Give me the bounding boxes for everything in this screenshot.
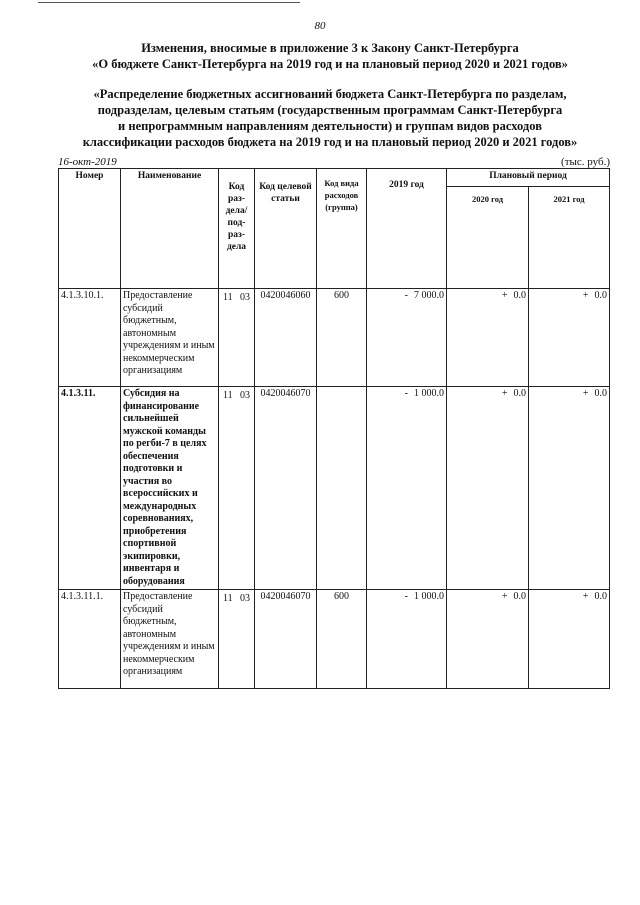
sign: -: [404, 591, 408, 602]
amount: 1 000.0: [414, 591, 444, 602]
budget-table: [58, 168, 610, 689]
amount: 7 000.0: [414, 290, 444, 301]
header-2019: 2019 год: [367, 169, 447, 289]
appendix-title: [40, 86, 620, 150]
header-target-code: Код целевой статьи: [255, 169, 317, 289]
page-number: 80: [314, 20, 326, 32]
row-target-code: 0420046070: [255, 590, 317, 689]
row-2020-value: [447, 590, 529, 689]
header-section-code: Код раз-дела/ под-раз-дела: [219, 169, 255, 289]
section-code: 11: [223, 292, 233, 303]
row-2021-value: [529, 387, 610, 590]
row-2021-value: [529, 289, 610, 387]
table-row: [59, 289, 610, 387]
title-line: классификации расходов бюджета на 2019 год и на плановый период 2020 и 2021 годов»: [82, 135, 578, 149]
table-row: [59, 590, 610, 689]
row-2019-value: [367, 590, 447, 689]
row-number: 4.1.3.11.: [59, 387, 121, 590]
sign: -: [404, 388, 408, 399]
sign: +: [501, 388, 508, 399]
row-number: 4.1.3.10.1.: [59, 289, 121, 387]
document-title: [40, 40, 620, 72]
section-code: 11: [223, 390, 233, 401]
subsection-code: 03: [240, 390, 250, 401]
row-section-code: [219, 590, 255, 689]
title-line: «О бюджете Санкт-Петербурга на 2019 год и на плановый период 2020 и 2021 годов»: [92, 57, 568, 71]
row-name: Предоставление субсидий бюджетным, автономным учреждениям и иным некоммерческим организациям: [121, 289, 219, 387]
amount: 0.0: [513, 290, 526, 301]
title-line: «Распределение бюджетных ассигнований бюджета Санкт-Петербурга по разделам,: [93, 87, 567, 101]
section-code: 11: [223, 593, 233, 604]
title-line: и непрограммным направлениям деятельности) и группам видов расходов: [118, 119, 542, 133]
row-number: 4.1.3.11.1.: [59, 590, 121, 689]
amount: 0.0: [513, 388, 526, 399]
title-line: Изменения, вносимые в приложение 3 к Закону Санкт-Петербурга: [141, 41, 519, 55]
row-expense-type: 600: [317, 590, 367, 689]
sign: +: [582, 388, 589, 399]
row-2021-value: [529, 590, 610, 689]
row-2020-value: [447, 387, 529, 590]
row-name: Субсидия на финансирование сильнейшей мужской команды по регби-7 в целях обеспечения подготовки и участия во всероссийских и международных соревнованиях, приобретения спортивной экипировки, инвентаря и оборудования: [121, 387, 219, 590]
title-line: подразделам, целевым статьям (государственным программам Санкт-Петербурга: [97, 103, 563, 117]
row-2019-value: [367, 387, 447, 590]
subsection-code: 03: [240, 292, 250, 303]
amount: 0.0: [594, 388, 607, 399]
row-2019-value: [367, 289, 447, 387]
row-section-code: [219, 289, 255, 387]
amount: 1 000.0: [414, 388, 444, 399]
sign: +: [501, 290, 508, 301]
row-2020-value: [447, 289, 529, 387]
row-target-code: 0420046060: [255, 289, 317, 387]
sign: +: [582, 591, 589, 602]
header-2020: 2020 год: [447, 187, 529, 289]
table-row: [59, 387, 610, 590]
row-expense-type: 600: [317, 289, 367, 387]
top-rule: [38, 2, 300, 3]
header-2021: 2021 год: [529, 187, 610, 289]
header-expense-type-code: Код вида расходов (группа): [317, 169, 367, 289]
sign: -: [404, 290, 408, 301]
row-name: Предоставление субсидий бюджетным, автономным учреждениям и иным некоммерческим организациям: [121, 590, 219, 689]
header-planned-period: Плановый период: [447, 169, 610, 187]
amount: 0.0: [594, 290, 607, 301]
row-section-code: [219, 387, 255, 590]
row-expense-type: [317, 387, 367, 590]
subsection-code: 03: [240, 593, 250, 604]
amount: 0.0: [513, 591, 526, 602]
units-label: (тыс. руб.): [561, 156, 610, 168]
sign: +: [501, 591, 508, 602]
amount: 0.0: [594, 591, 607, 602]
sign: +: [582, 290, 589, 301]
document-date: 16-окт-2019: [58, 156, 117, 168]
row-target-code: 0420046070: [255, 387, 317, 590]
header-number: Номер: [59, 169, 121, 289]
header-name: Наименование: [121, 169, 219, 289]
